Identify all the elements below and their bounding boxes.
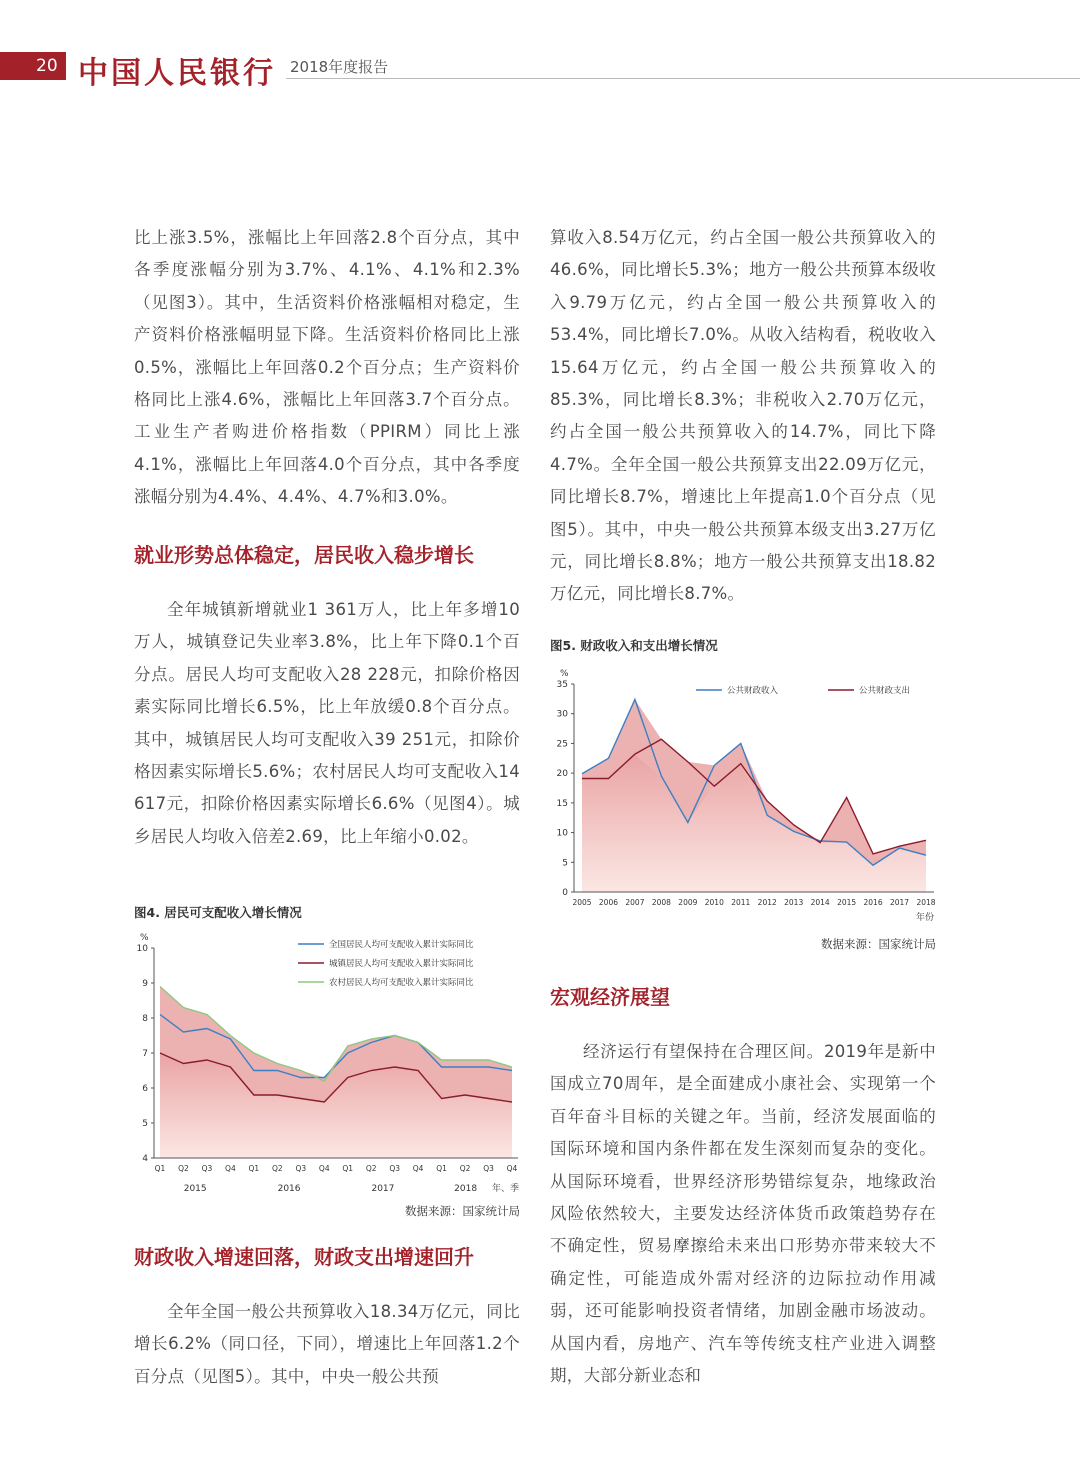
fig5-x-tick-label: 2006: [598, 898, 619, 907]
fig4-y-tick-label: 7: [142, 1049, 148, 1059]
fig5-y-tick-label: 20: [556, 769, 568, 780]
figure5-title-wrap: [550, 636, 936, 654]
figure5-source-wrap: [550, 936, 936, 952]
fig4-y-unit: %: [140, 933, 149, 943]
paragraph-employment: 全年城镇新增就业1 361万人，比上年多增10万人，城镇登记失业率3.8%，比上年下降0.1个百分点。居民人均可支配收入28 228元，扣除价格因素实际同比增长6.5%，比上年放缓0.8个百分点。其中，城镇居民人均可支配收入39 251元，扣除价格因素实际增长5.6%；农村居民人均可支配收入14 617元，扣除价格因素实际增长6.6%（见图4）。城乡居民人均收入倍差2.69，比上年缩小0.02。: [134, 600, 520, 846]
right-column-text-1: [550, 222, 936, 611]
figure4-title: 图4. 居民可支配收入增长情况: [134, 905, 302, 920]
fig5-x-tick-label: 2011: [731, 898, 751, 907]
figure5-title: 图5. 财政收入和支出增长情况: [550, 638, 718, 653]
fig5-y-tick-label: 25: [556, 739, 568, 750]
fig4-legend-label: 全国居民人均可支配收入累计实际同比: [329, 940, 474, 950]
fig5-x-tick-label: 2015: [837, 898, 857, 907]
left-heading-2-wrap: [134, 1242, 520, 1272]
paragraph-fiscal-revenue: 全年全国一般公共预算收入18.34万亿元，同比增长6.2%（同口径，下同），增速比上年回落1.2个百分点（见图5）。其中，中央一般公共预: [134, 1302, 520, 1386]
section-heading-fiscal: 财政收入增速回落，财政支出增速回升: [134, 1245, 474, 1269]
fig5-x-tick-label: 2007: [625, 898, 645, 907]
fig4-year-label: 2017: [371, 1184, 395, 1194]
fig4-x-tick-label: Q3: [295, 1164, 307, 1173]
left-heading-1-wrap: [134, 540, 520, 570]
header-divider: [286, 78, 1080, 79]
fig4-x-tick-label: Q4: [225, 1164, 236, 1173]
paragraph-fiscal-detail: 算收入8.54万亿元，约占全国一般公共预算收入的46.6%，同比增长5.3%；地方一般公共预算本级收入9.79万亿元，约占全国一般公共预算收入的53.4%，同比增长7.0%。从收入结构看，税收收入15.64万亿元，约占全国一般公共预算收入的85.3%，同比增长8.3%；非税收入2.70万亿元，约占全国一般公共预算收入的14.7%，同比下降4.7%。全年全国一般公共预算支出22.09万亿元，同比增长8.7%，增速比上年提高1.0个百分点（见图5）。其中，中央一般公共预算本级支出3.27万亿元，同比增长8.8%；地方一般公共预算支出18.82万亿元，同比增长8.7%。: [550, 228, 936, 604]
figure4-source: 数据来源：国家统计局: [405, 1204, 520, 1218]
fig4-x-tick-label: Q1: [154, 1164, 166, 1173]
fig5-x-tick-label: 2009: [678, 898, 698, 907]
right-column-text-2: [550, 1036, 936, 1392]
fig4-year-label: 2018: [454, 1184, 478, 1194]
fig5-y-tick-label: 30: [556, 709, 568, 720]
fig5-x-tick-label: 2013: [784, 898, 804, 907]
fig5-legend-label: 公共财政支出: [859, 686, 911, 696]
fig4-x-tick-label: Q2: [178, 1164, 189, 1173]
fig4-x-axis-label: 年、季: [491, 1184, 519, 1194]
fig4-x-tick-label: Q3: [483, 1164, 494, 1173]
fig5-x-tick-label: 2018: [916, 898, 936, 907]
fig4-x-tick-label: Q1: [342, 1164, 354, 1173]
fig5-y-tick-label: 5: [562, 858, 568, 869]
fig5-x-tick-label: 2005: [572, 898, 592, 907]
left-column-text-1: [134, 222, 520, 514]
figure4-title-wrap: [134, 903, 520, 921]
fig4-x-tick-label: Q2: [271, 1164, 283, 1173]
paragraph-ppi: 比上涨3.5%，涨幅比上年回落2.8个百分点，其中各季度涨幅分别为3.7%、4.1%、4.1%和2.3%（见图3）。其中，生活资料价格涨幅相对稳定，生产资料价格涨幅明显下降。生活资料价格同比上涨0.5%，涨幅比上年回落0.2个百分点；生产资料价格同比上涨4.6%，涨幅比上年回落3.7个百分点。工业生产者购进价格指数（PPIRM）同比上涨4.1%，涨幅比上年回落4.0个百分点，其中各季度涨幅分别为4.4%、4.4%、4.7%和3.0%。: [134, 228, 520, 507]
figure5-fiscal-chart: [546, 660, 940, 928]
fig5-y-tick-label: 35: [556, 680, 568, 690]
fig5-x-tick-label: 2014: [810, 898, 830, 907]
section-heading-employment: 就业形势总体稳定，居民收入稳步增长: [134, 543, 474, 567]
fig4-x-tick-label: Q4: [412, 1164, 424, 1173]
left-column-text-3: [134, 1296, 520, 1393]
paragraph-outlook: 经济运行有望保持在合理区间。2019年是新中国成立70周年，是全面建成小康社会、实现第一个百年奋斗目标的关键之年。当前，经济发展面临的国际环境和国内条件都在发生深刻而复杂的变化。从国际环境看，世界经济形势错综复杂，地缘政治风险依然较大，主要发达经济体货币政策趋势存在不确定性，贸易摩擦给未来出口形势亦带来较大不确定性，可能造成外需对经济的边际拉动作用减弱，还可能影响投资者情绪，加剧金融市场波动。从国内看，房地产、汽车等传统支柱产业进入调整期，大部分新业态和: [550, 1042, 936, 1386]
page-number: 20: [36, 56, 58, 76]
fig4-x-tick-label: Q1: [248, 1164, 260, 1173]
section-heading-outlook: 宏观经济展望: [550, 985, 670, 1009]
fig5-y-tick-label: 0: [562, 888, 568, 898]
fig4-x-tick-label: Q1: [436, 1164, 447, 1173]
fig4-y-tick-label: 9: [142, 979, 148, 989]
fig5-legend-label: 公共财政收入: [727, 686, 779, 696]
fig4-y-tick-label: 5: [142, 1119, 148, 1129]
fig4-y-tick-label: 4: [142, 1154, 148, 1164]
figure4-income-chart: [126, 924, 526, 1202]
fig4-legend-label: 农村居民人均可支配收入累计实际同比: [329, 978, 474, 988]
fig5-y-tick-label: 15: [556, 798, 568, 809]
fig4-x-tick-label: Q2: [365, 1164, 377, 1173]
fig5-x-axis-label: 年份: [915, 913, 934, 923]
fig5-x-tick-label: 2008: [651, 898, 671, 907]
fig4-y-tick-label: 10: [136, 944, 148, 954]
fig5-x-tick-label: 2010: [704, 898, 724, 907]
fig4-x-tick-label: Q2: [459, 1164, 471, 1173]
right-heading-wrap: [550, 982, 936, 1012]
fig4-x-tick-label: Q4: [318, 1164, 330, 1173]
left-column-text-2: [134, 594, 520, 853]
page-header: [0, 44, 1080, 91]
fig5-x-tick-label: 2012: [757, 898, 777, 907]
bank-logo-text: 中国人民银行: [78, 56, 276, 91]
report-title: 2018年度报告: [290, 58, 389, 76]
fig4-y-tick-label: 8: [142, 1014, 148, 1024]
fig5-y-unit: %: [560, 669, 569, 679]
fig4-y-tick-label: 6: [142, 1084, 148, 1094]
figure4-source-wrap: [134, 1203, 520, 1219]
fig4-year-label: 2016: [277, 1184, 301, 1194]
fig4-x-tick-label: Q3: [389, 1164, 401, 1173]
fig4-x-tick-label: Q4: [506, 1164, 518, 1173]
fig4-legend-label: 城镇居民人均可支配收入累计实际同比: [329, 959, 474, 969]
fig5-y-tick-label: 10: [556, 828, 568, 839]
fig4-year-label: 2015: [183, 1184, 207, 1194]
fig5-x-tick-label: 2016: [863, 898, 883, 907]
fig5-x-tick-label: 2017: [889, 898, 910, 907]
fig4-x-tick-label: Q3: [201, 1164, 213, 1173]
figure5-source: 数据来源：国家统计局: [821, 937, 936, 951]
